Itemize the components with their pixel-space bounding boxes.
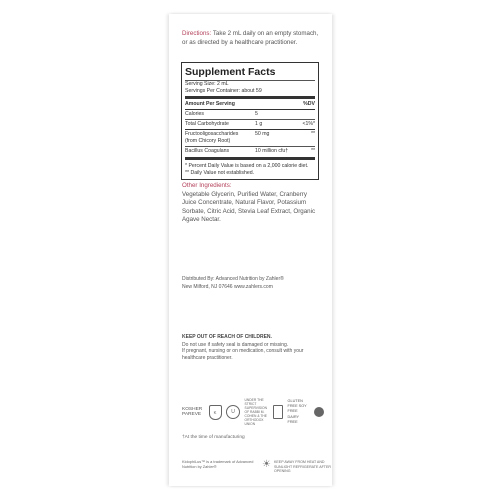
- amount-header: Amount Per Serving: [185, 101, 235, 107]
- facts-row-bacillus: Bacillus Coagulans 10 million cfu† **: [185, 148, 315, 154]
- supplement-facts-panel: [181, 62, 319, 180]
- kosher-shield-icon: K: [209, 405, 222, 420]
- directions-text: Take 2 mL daily on an empty stomach, or as directed by a healthcare practitioner.: [182, 30, 319, 46]
- warning-seal: Do not use if safety seal is damaged or missing.: [182, 341, 289, 348]
- bottle-icon: [273, 405, 283, 419]
- facts-footnote-2: ** Daily Value not established.: [185, 169, 255, 176]
- directions-block: [182, 30, 322, 47]
- directions-label: Directions:: [182, 30, 212, 37]
- certification-badges: [182, 397, 324, 427]
- facts-footnote-1: * Percent Daily Value is based on a 2,000 calorie diet.: [185, 163, 309, 169]
- bird-logo-icon: [314, 407, 324, 417]
- distributor-name: Distributed By: Advanced Nutrition by Zahler®: [182, 276, 284, 282]
- allergen-free-text: GLUTEN FREE SOY FREE DAIRY FREE: [287, 398, 307, 424]
- manufacturing-note: †At the time of manufacturing: [182, 435, 245, 440]
- distributor-block: [182, 276, 322, 292]
- distributor-address: New Milford, NJ 07646 www.zahlers.com: [182, 283, 273, 290]
- facts-row-carbohydrate: Total Carbohydrate 1 g <1%*: [185, 121, 315, 127]
- ingredients-block: [182, 182, 322, 225]
- warnings-block: [182, 334, 322, 361]
- supervision-text: UNDER THE STRICT SUPERVISION OF RABBI M. COHEN & THE ORTHODOX UNION: [244, 398, 267, 426]
- sun-icon: ☀: [262, 459, 271, 470]
- facts-header-row: [185, 100, 315, 109]
- kosher-pareve-text: KOSHER PAREVE: [182, 406, 203, 417]
- supplement-facts-title: Supplement Facts: [185, 66, 276, 78]
- ingredients-label: Other Ingredients:: [182, 182, 232, 189]
- warning-children: KEEP OUT OF REACH OF CHILDREN.: [182, 334, 272, 340]
- facts-row-calories: Calories 5: [185, 111, 258, 117]
- facts-row-fos: Fructooligosaccharides (from Chicory Root) 50 mg **: [185, 131, 315, 144]
- storage-instructions: KEEP AWAY FROM HEAT AND SUNLIGHT REFRIGERATE AFTER OPENING: [274, 460, 331, 474]
- trademark-note: KidophiLus™ is a trademark of Advanced Nutrition by Zahler®: [182, 459, 254, 470]
- orthodox-union-icon: U: [226, 405, 240, 419]
- warning-pregnant: If pregnant, nursing or on medication, consult with your healthcare practitioner.: [182, 348, 304, 361]
- servings-per-container: Servings Per Container: about 59: [185, 88, 262, 94]
- dv-header: %DV: [303, 101, 315, 107]
- ingredients-text: Vegetable Glycerin, Purified Water, Cranberry Juice Concentrate, Natural Flavor, Potassium Sorbate, Citric Acid, Stevia Leaf Extract, Organic Agave Nectar.: [182, 190, 316, 224]
- serving-size: Serving Size: 2 mL: [185, 81, 229, 87]
